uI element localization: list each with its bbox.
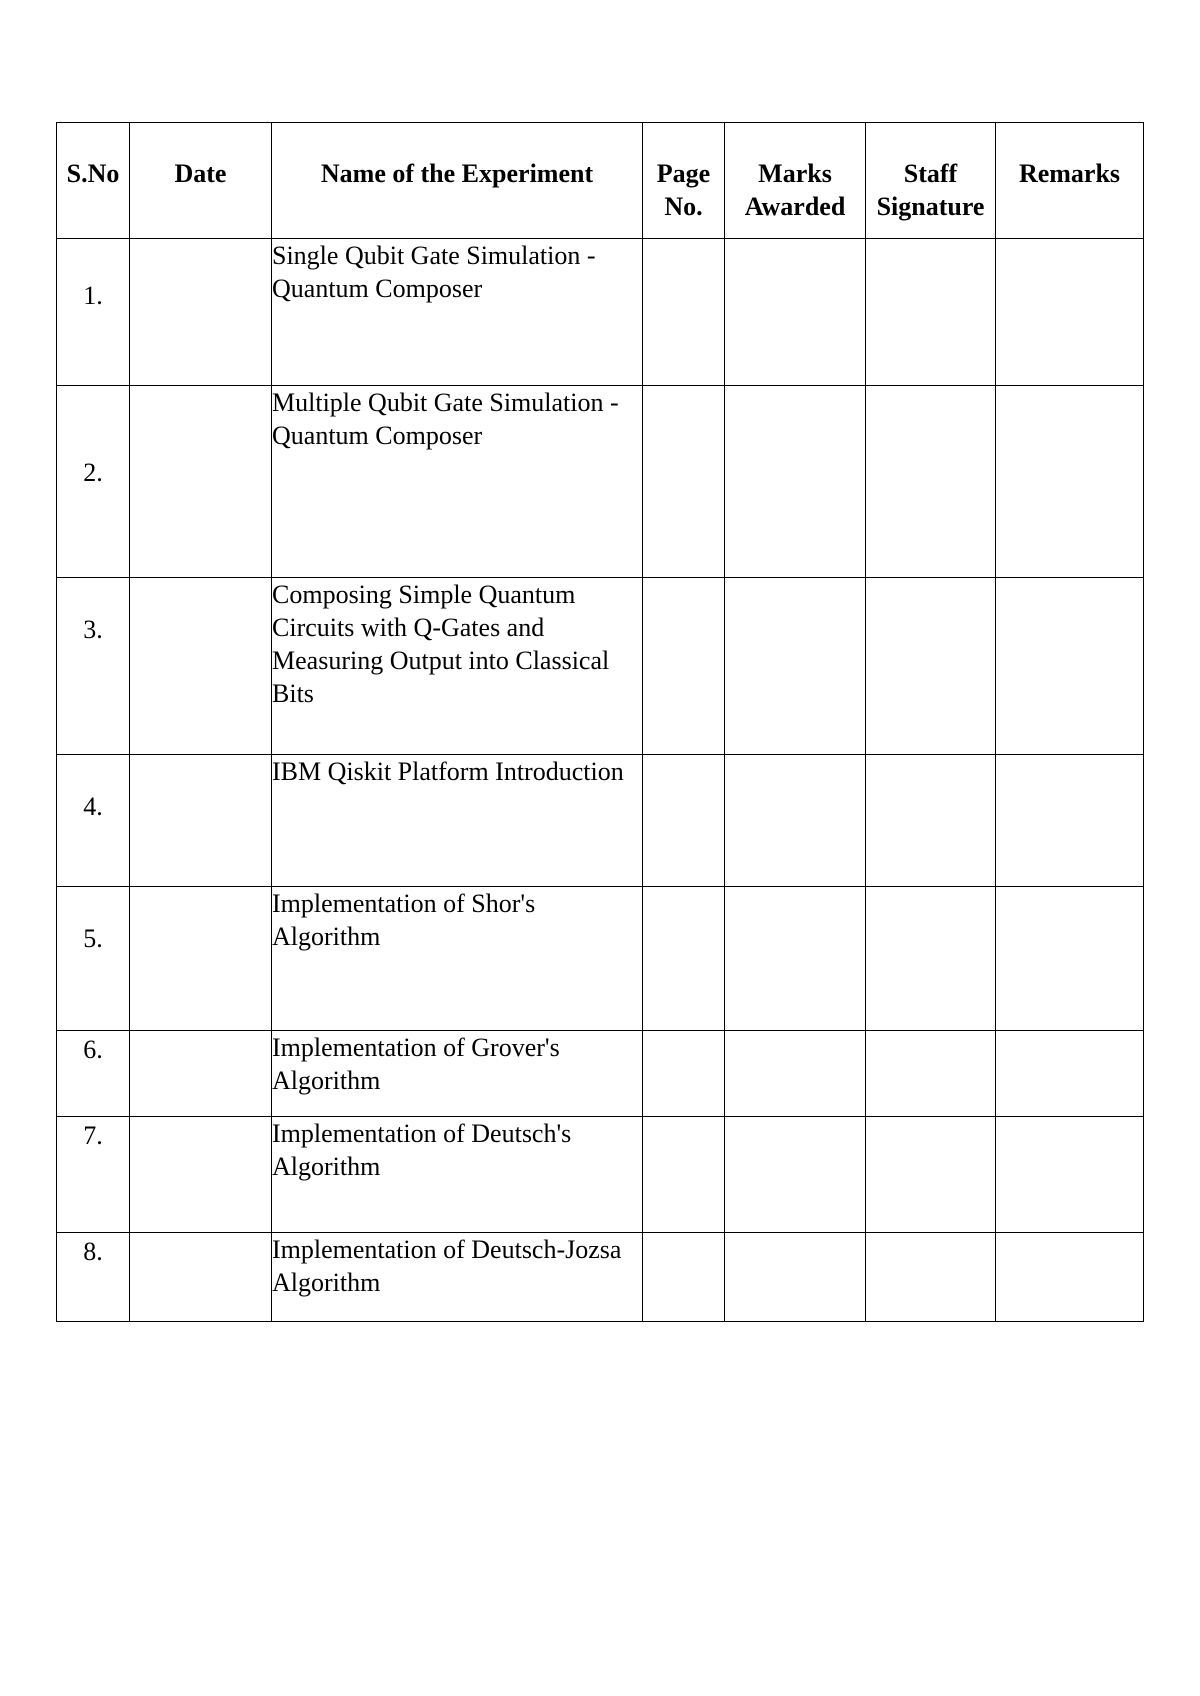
cell-marks	[725, 1233, 866, 1322]
cell-page-no	[643, 239, 725, 386]
cell-marks	[725, 578, 866, 755]
cell-date	[130, 239, 272, 386]
cell-sno: 7.	[57, 1117, 130, 1233]
cell-marks	[725, 755, 866, 887]
table-row	[57, 578, 1144, 755]
header-staff-line1: Staff	[903, 159, 958, 188]
header-staff-line2: Signature	[876, 192, 985, 221]
header-marks-awarded	[725, 123, 866, 239]
cell-page-no	[643, 1117, 725, 1233]
cell-remarks	[996, 1233, 1144, 1322]
table-row	[57, 887, 1144, 1031]
cell-signature	[866, 1031, 996, 1117]
cell-date	[130, 1117, 272, 1233]
cell-signature	[866, 578, 996, 755]
cell-sno: 1.	[57, 239, 130, 386]
cell-remarks	[996, 1117, 1144, 1233]
cell-remarks	[996, 755, 1144, 887]
table-row	[57, 755, 1144, 887]
cell-experiment-name: Composing Simple Quantum Circuits with Q-Gates and Measuring Output into Classical Bits	[272, 578, 643, 755]
cell-page-no	[643, 386, 725, 578]
header-date: Date	[130, 123, 272, 239]
cell-date	[130, 386, 272, 578]
cell-signature	[866, 1233, 996, 1322]
header-marks-line1: Marks	[758, 159, 832, 188]
table-row	[57, 386, 1144, 578]
cell-experiment-name: Implementation of Deutsch's Algorithm	[272, 1117, 643, 1233]
cell-date	[130, 1031, 272, 1117]
experiment-index-table	[56, 122, 1144, 1322]
cell-signature	[866, 1117, 996, 1233]
cell-remarks	[996, 887, 1144, 1031]
cell-date	[130, 755, 272, 887]
cell-page-no	[643, 887, 725, 1031]
header-remarks: Remarks	[996, 123, 1144, 239]
cell-date	[130, 887, 272, 1031]
cell-remarks	[996, 386, 1144, 578]
table-row	[57, 239, 1144, 386]
cell-signature	[866, 755, 996, 887]
cell-signature	[866, 239, 996, 386]
cell-signature	[866, 386, 996, 578]
cell-experiment-name: Implementation of Grover's Algorithm	[272, 1031, 643, 1117]
header-staff-signature	[866, 123, 996, 239]
cell-signature	[866, 887, 996, 1031]
header-marks-line2: Awarded	[744, 192, 846, 221]
cell-remarks	[996, 1031, 1144, 1117]
cell-page-no	[643, 578, 725, 755]
cell-sno: 3.	[57, 578, 130, 755]
header-page-line1: Page	[656, 159, 711, 188]
cell-sno: 4.	[57, 755, 130, 887]
cell-marks	[725, 239, 866, 386]
cell-date	[130, 1233, 272, 1322]
cell-marks	[725, 887, 866, 1031]
table-row	[57, 1031, 1144, 1117]
cell-experiment-name: Implementation of Shor's Algorithm	[272, 887, 643, 1031]
cell-sno: 5.	[57, 887, 130, 1031]
cell-page-no	[643, 1233, 725, 1322]
cell-experiment-name: IBM Qiskit Platform Introduction	[272, 755, 643, 887]
header-page-line2: No.	[664, 192, 703, 221]
cell-marks	[725, 386, 866, 578]
cell-remarks	[996, 578, 1144, 755]
header-page-no	[643, 123, 725, 239]
cell-remarks	[996, 239, 1144, 386]
header-experiment-name: Name of the Experiment	[272, 123, 643, 239]
cell-sno: 6.	[57, 1031, 130, 1117]
table-row	[57, 1233, 1144, 1322]
cell-experiment-name: Implementation of Deutsch-Jozsa Algorithm	[272, 1233, 643, 1322]
table-header-row	[57, 123, 1144, 239]
cell-sno: 2.	[57, 386, 130, 578]
cell-page-no	[643, 1031, 725, 1117]
cell-marks	[725, 1031, 866, 1117]
table-row	[57, 1117, 1144, 1233]
cell-marks	[725, 1117, 866, 1233]
cell-sno: 8.	[57, 1233, 130, 1322]
cell-experiment-name: Single Qubit Gate Simulation - Quantum Composer	[272, 239, 643, 386]
header-sno: S.No	[57, 123, 130, 239]
cell-date	[130, 578, 272, 755]
cell-page-no	[643, 755, 725, 887]
cell-experiment-name: Multiple Qubit Gate Simulation - Quantum Composer	[272, 386, 643, 578]
